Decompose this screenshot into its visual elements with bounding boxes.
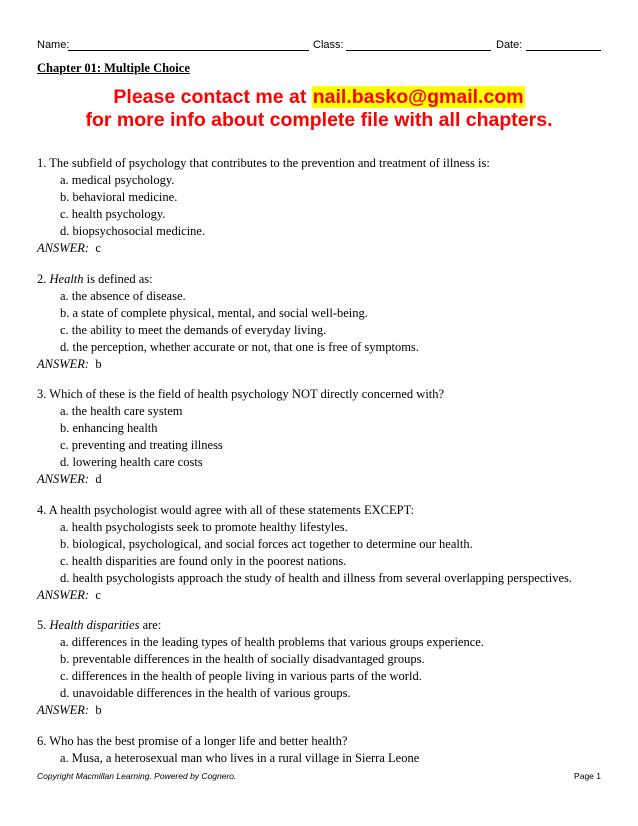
date-blank — [526, 50, 601, 51]
question-stem — [37, 271, 607, 288]
question-stem: 4. A health psychologist would agree with all of these statements EXCEPT: — [37, 503, 415, 517]
answer-label: ANSWER: — [37, 703, 90, 717]
option-a: a. medical psychology. — [60, 173, 175, 187]
name-label: Name: — [37, 39, 70, 51]
page-footer — [37, 770, 601, 782]
question-6 — [37, 733, 607, 767]
question-5 — [37, 617, 607, 719]
answer-label: ANSWER: — [37, 472, 90, 486]
header-fields — [37, 38, 601, 52]
class-blank — [346, 50, 491, 51]
option-c: c. preventing and treating illness — [60, 438, 223, 452]
question-stem: 6. Who has the best promise of a longer life and better health? — [37, 734, 348, 748]
promo-email-link[interactable]: nail.basko@gmail.com — [312, 86, 524, 108]
question-stem — [37, 617, 607, 634]
option-b: b. preventable differences in the health of socially disadvantaged groups. — [60, 652, 425, 666]
promo-line-2: for more info about complete file with all chapters. — [85, 109, 553, 131]
option-a: a. health psychologists seek to promote healthy lifestyles. — [60, 520, 348, 534]
option-c: c. differences in the health of people living in various parts of the world. — [60, 669, 422, 683]
question-1 — [37, 155, 607, 257]
question-stem: 3. Which of these is the field of health psychology NOT directly concerned with? — [37, 387, 445, 401]
answer-line — [37, 356, 607, 373]
answer-label: ANSWER: — [37, 357, 90, 371]
class-label: Class: — [313, 39, 344, 51]
answer-value: b — [95, 703, 102, 717]
chapter-title: Chapter 01: Multiple Choice — [37, 61, 190, 75]
copyright-text: Copyright Macmillan Learning. Powered by Cognero. — [37, 771, 237, 781]
question-3 — [37, 386, 607, 488]
promo-line-1 — [0, 85, 638, 109]
answer-label: ANSWER: — [37, 241, 90, 255]
option-b: b. behavioral medicine. — [60, 190, 178, 204]
option-b: b. enhancing health — [60, 421, 158, 435]
answer-line — [37, 471, 607, 488]
option-c: c. health disparities are found only in the poorest nations. — [60, 554, 347, 568]
stem-prefix: 5. — [37, 618, 50, 632]
promo-prefix: Please contact me at — [113, 86, 312, 108]
question-4 — [37, 502, 607, 604]
option-d: d. unavoidable differences in the health of various groups. — [60, 686, 351, 700]
option-a: a. Musa, a heterosexual man who lives in a rural village in Sierra Leone — [60, 751, 420, 765]
option-c: c. health psychology. — [60, 207, 166, 221]
option-a: a. the absence of disease. — [60, 289, 186, 303]
answer-value: c — [95, 588, 101, 602]
option-b: b. biological, psychological, and social forces act together to determine our health. — [60, 537, 473, 551]
option-d: d. health psychologists approach the study of health and illness from several overlapping perspectives. — [60, 571, 573, 585]
page-number: Page 1 — [574, 771, 601, 781]
stem-term: Health — [49, 272, 84, 286]
answer-value: c — [95, 241, 101, 255]
stem-suffix: are: — [139, 618, 162, 632]
option-d: d. the perception, whether accurate or not, that one is free of symptoms. — [60, 340, 419, 354]
option-a: a. the health care system — [60, 404, 183, 418]
answer-value: d — [95, 472, 102, 486]
option-b: b. a state of complete physical, mental, and social well-being. — [60, 306, 368, 320]
name-blank — [68, 50, 309, 51]
stem-prefix: 2. — [37, 272, 50, 286]
answer-label: ANSWER: — [37, 588, 90, 602]
option-c: c. the ability to meet the demands of everyday living. — [60, 323, 327, 337]
stem-term: Health disparities — [49, 618, 140, 632]
answer-line — [37, 240, 607, 257]
option-a: a. differences in the leading types of health problems that various groups experience. — [60, 635, 484, 649]
answer-value: b — [95, 357, 102, 371]
option-d: d. lowering health care costs — [60, 455, 203, 469]
date-label: Date: — [496, 39, 523, 51]
answer-line — [37, 702, 607, 719]
answer-line — [37, 587, 607, 604]
question-stem: 1. The subfield of psychology that contributes to the prevention and treatment of illness is: — [37, 156, 490, 170]
option-d: d. biopsychosocial medicine. — [60, 224, 206, 238]
question-2 — [37, 271, 607, 373]
stem-suffix: is defined as: — [83, 272, 153, 286]
